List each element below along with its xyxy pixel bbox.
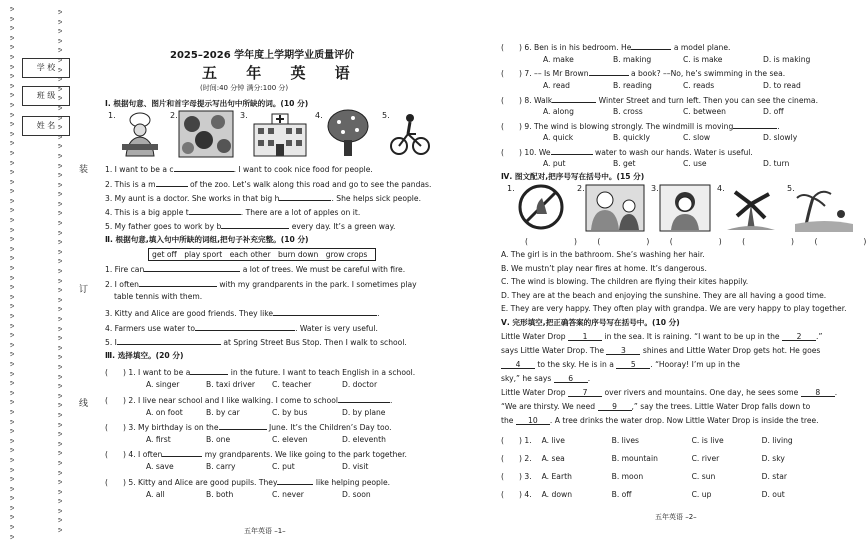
blank[interactable] xyxy=(219,421,267,430)
match-option-e: E. They are very happy. They often play with grandpa. We are very happy to play together. xyxy=(501,304,847,313)
phrase: grow crops xyxy=(325,250,368,259)
mc-question-2: ( ) 2. I live near school and I like walking. I come to school . xyxy=(105,396,393,405)
blank[interactable] xyxy=(195,322,295,331)
section5-heading: Ⅴ. 完形填空,把正确答案的序号写在括号中。(10 分) xyxy=(501,318,680,327)
blank[interactable] xyxy=(156,178,188,187)
cloze-question-1: ( ) 1. A. live B. lives C. is live D. living xyxy=(501,436,793,445)
grandpa-picture xyxy=(585,184,645,232)
page-footer-2: 五年英语 –2– xyxy=(655,513,697,521)
answer-parens: ( ) ( ) ( ) ( ) ( ) xyxy=(525,237,867,246)
cloze-line-3: 4 to the sky. He is in a 5 . “Hooray! I’m up in the xyxy=(501,360,740,370)
blank[interactable] xyxy=(277,476,313,485)
binding-margin xyxy=(0,0,89,545)
page-footer-1: 五年英语 –1– xyxy=(244,527,286,535)
mc-question-10: ( ) 10. We water to wash our hands. Water is useful. xyxy=(501,148,753,157)
mc-options-10: A. put B. get C. use D. turn xyxy=(543,159,790,168)
mc-question-9: ( ) 9. The wind is blowing strongly. The windmill is moving . xyxy=(501,122,780,131)
phrase: each other xyxy=(229,250,271,259)
match-option-b: B. We mustn’t play near fires at home. It’s dangerous. xyxy=(501,264,707,273)
phrase: burn down xyxy=(278,250,319,259)
wavy-border-left: ᕗ ᕗ ᕗ ᕗ ᕗ ᕗ ᕗ ᕗ ᕗ ᕗ ᕗ ᕗ ᕗ ᕗ ᕗ ᕗ ᕗ ᕗ ᕗ ᕗ ᕗ ᕗ ᕗ ᕗ ᕗ ᕗ ᕗ ᕗ ᕗ ᕗ ᕗ ᕗ ᕗ ᕗ ᕗ ᕗ ᕗ ᕗ ᕗ ᕗ ᕗ ᕗ ᕗ ᕗ ᕗ ᕗ ᕗ ᕗ ᕗ ᕗ ᕗ ᕗ ᕗ ᕗ ᕗ ᕗ xyxy=(10,6,15,540)
pic-num-3: 3. xyxy=(240,111,248,120)
hospital-picture xyxy=(250,110,310,158)
binding-mark-xian: 线 xyxy=(79,399,89,409)
cloze-line-6: “We are thirsty. We need 9 ,” say the trees. Little Water Drop falls down to xyxy=(501,402,811,411)
class-field[interactable]: 班 级 xyxy=(22,86,70,106)
pic-num-4: 4. xyxy=(717,184,725,193)
mc-options-7: A. read B. reading C. reads D. to read xyxy=(543,81,801,90)
blank[interactable] xyxy=(338,394,390,403)
pic-num-5: 5. xyxy=(382,111,390,120)
mc-options-5: A. all B. both C. never D. soon xyxy=(146,490,371,499)
wavy-border-right: ᕗ ᕗ ᕗ ᕗ ᕗ ᕗ ᕗ ᕗ ᕗ ᕗ ᕗ ᕗ ᕗ ᕗ ᕗ ᕗ ᕗ ᕗ ᕗ ᕗ ᕗ ᕗ ᕗ ᕗ ᕗ ᕗ ᕗ ᕗ ᕗ ᕗ ᕗ ᕗ ᕗ ᕗ ᕗ ᕗ ᕗ ᕗ ᕗ ᕗ ᕗ ᕗ ᕗ ᕗ ᕗ ᕗ ᕗ ᕗ ᕗ ᕗ ᕗ ᕗ ᕗ ᕗ ᕗ xyxy=(58,9,63,535)
cloze-question-3: ( ) 3. A. Earth B. moon C. sun D. star xyxy=(501,472,788,481)
s1-item-5: 5. My father goes to work by b every day. It’s a green way. xyxy=(105,222,396,231)
s1-item-4: 4. This is a big apple t . There are a lot of apples on it. xyxy=(105,208,361,217)
pic-num-1: 1. xyxy=(108,111,116,120)
blank[interactable] xyxy=(221,220,289,229)
s1-item-3: 3. My aunt is a doctor. She works in that big h . She helps sick people. xyxy=(105,194,422,203)
blank[interactable] xyxy=(162,448,202,457)
mc-options-2: A. on foot B. by car C. by bus D. by plane xyxy=(146,408,386,417)
no-fire-picture xyxy=(515,184,567,230)
match-option-a: A. The girl is in the bathroom. She’s washing her hair. xyxy=(501,250,705,259)
mc-question-3: ( ) 3. My birthday is on the June. It’s the Children’s Day too. xyxy=(105,423,392,432)
section4-heading: Ⅳ. 图文配对,把序号写在括号中。(15 分) xyxy=(501,172,645,181)
page-1 xyxy=(100,0,430,545)
s1-item-2: 2. This is a m of the zoo. Let’s walk along this road and go to see the pandas. xyxy=(105,180,432,189)
mc-options-1: A. singer B. taxi driver C. teacher D. doctor xyxy=(146,380,378,389)
s2-item-4: 4. Farmers use water to . Water is very useful. xyxy=(105,324,378,333)
mc-question-4: ( ) 4. I often my grandparents. We like going to the park together. xyxy=(105,450,407,459)
windmill-picture xyxy=(725,184,777,232)
pic-num-3: 3. xyxy=(651,184,659,193)
mc-question-6: ( ) 6. Ben is in his bedroom. He a model plane. xyxy=(501,43,731,52)
s2-item-2-cont: table tennis with them. xyxy=(114,292,203,301)
mc-question-8: ( ) 8. Walk Winter Street and turn left. Then you can see the cinema. xyxy=(501,96,818,105)
blank[interactable] xyxy=(589,67,629,76)
blank[interactable] xyxy=(273,307,377,316)
mc-question-7: ( ) 7. –– Is Mr Brown a book? ––No, he’s swimming in the sea. xyxy=(501,69,786,78)
pic-num-2: 2. xyxy=(170,111,178,120)
binding-mark-zhuang: 装 xyxy=(79,165,89,175)
apple-tree-picture xyxy=(325,108,371,158)
mc-question-5: ( ) 5. Kitty and Alice are good pupils. They like helping people. xyxy=(105,478,391,487)
cloze-line-5: Little Water Drop 7 over rivers and mountains. One day, he sees some 8 . xyxy=(501,388,838,397)
s2-item-2: 2. I often with my grandparents in the park. I sometimes play xyxy=(105,280,417,289)
school-field[interactable]: 学 校 xyxy=(22,58,70,78)
s1-item-1: 1. I want to be a c . I want to cook nice food for people. xyxy=(105,165,373,174)
mc-options-9: A. quick B. quickly C. slow D. slowly xyxy=(543,133,798,142)
blank[interactable] xyxy=(190,366,228,375)
pic-num-2: 2. xyxy=(577,184,585,193)
cloze-question-4: ( ) 4. A. down B. off C. up D. out xyxy=(501,490,785,499)
phrase-box xyxy=(148,248,376,261)
section2-heading: Ⅱ. 根据句意,填入句中所缺的词组,把句子补充完整。(10 分) xyxy=(105,235,309,244)
blank[interactable] xyxy=(174,163,234,172)
blank[interactable] xyxy=(117,336,221,345)
zoo-map-picture xyxy=(178,110,234,158)
exam-title: 2025–2026 学年度上学期学业质量评价 xyxy=(170,50,355,61)
mc-options-6: A. make B. making C. is make D. is making xyxy=(543,55,811,64)
bike-picture xyxy=(390,110,430,158)
blank[interactable] xyxy=(189,206,241,215)
s2-item-1: 1. Fire can a lot of trees. We must be careful with fire. xyxy=(105,265,406,274)
binding-mark-ding: 订 xyxy=(79,285,89,295)
pic-num-5: 5. xyxy=(787,184,795,193)
match-option-c: C. The wind is blowing. The children are flying their kites happily. xyxy=(501,277,749,286)
phrase: get off xyxy=(152,250,177,259)
cloze-line-7: the 10 . A tree drinks the water drop. Now Little Water Drop is inside the tree. xyxy=(501,416,819,425)
match-option-d: D. They are at the beach and enjoying the sunshine. They are all having a good time. xyxy=(501,291,827,300)
exam-info: (时间:40 分钟 满分:100 分) xyxy=(200,84,289,92)
s2-item-5: 5. I at Spring Street Bus Stop. Then I walk to school. xyxy=(105,338,407,347)
exam-subject: 五 年 英 语 xyxy=(202,64,362,82)
phrase: play sport xyxy=(184,250,223,259)
mc-options-8: A. along B. cross C. between D. off xyxy=(543,107,784,116)
pic-num-4: 4. xyxy=(315,111,323,120)
cloze-question-2: ( ) 2. A. sea B. mountain C. river D. sky xyxy=(501,454,785,463)
mc-options-3: A. first B. one C. eleven D. eleventh xyxy=(146,435,386,444)
beach-picture xyxy=(795,184,853,232)
section1-heading: Ⅰ. 根据句意、图片和首字母提示写出句中所缺的词。(10 分) xyxy=(105,99,309,108)
cloze-line-4: sky,” he says 6 . xyxy=(501,374,591,383)
blank[interactable] xyxy=(733,120,777,129)
pic-num-1: 1. xyxy=(507,184,515,193)
cloze-line-2: says Little Water Drop. The 3 shines and Little Water Drop gets hot. He goes xyxy=(501,346,821,355)
blank[interactable] xyxy=(552,94,596,103)
girl-bathroom-picture xyxy=(659,184,711,232)
name-field[interactable]: 姓 名 xyxy=(22,116,70,136)
mc-question-1: ( ) 1. I want to be a in the future. I want to teach English in a school. xyxy=(105,368,416,377)
blank[interactable] xyxy=(139,278,217,287)
cloze-line-1: Little Water Drop 1 in the sea. It is raining. “I want to be up in the 2 .” xyxy=(501,332,823,341)
chef-picture xyxy=(116,110,164,158)
s2-item-3: 3. Kitty and Alice are good friends. They like . xyxy=(105,309,380,318)
blank[interactable] xyxy=(551,146,593,155)
blank[interactable] xyxy=(279,192,331,201)
blank[interactable] xyxy=(631,41,671,50)
mc-options-4: A. save B. carry C. put D. visit xyxy=(146,462,369,471)
blank[interactable] xyxy=(144,263,240,272)
page-2 xyxy=(497,0,867,545)
section3-heading: Ⅲ. 选择填空。(20 分) xyxy=(105,351,184,360)
